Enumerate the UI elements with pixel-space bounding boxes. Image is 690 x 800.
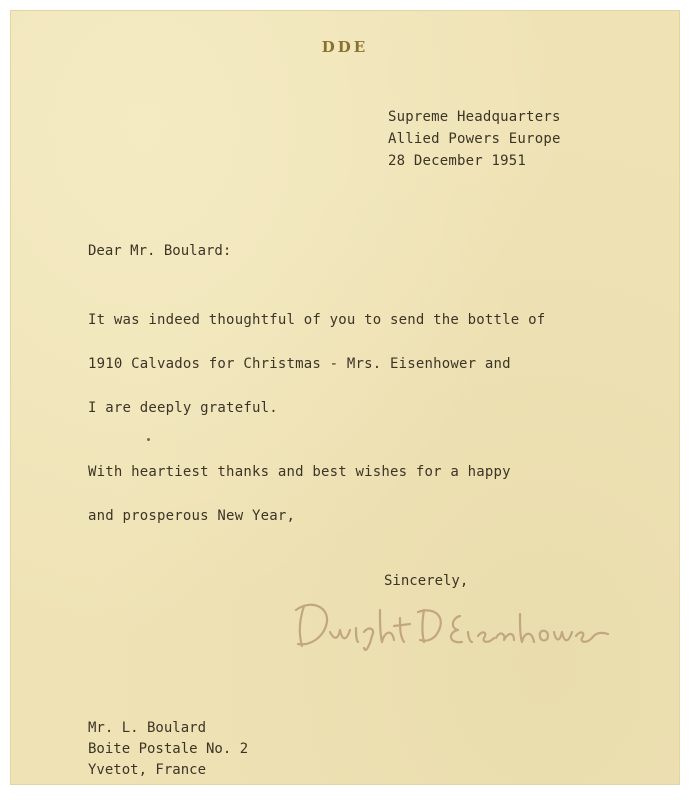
letterhead-monogram: DDE <box>321 38 369 56</box>
handwritten-signature <box>282 588 612 658</box>
closing: Sincerely, <box>384 573 469 589</box>
recipient-name: Mr. L. Boulard <box>88 720 207 736</box>
recipient-address <box>88 718 248 781</box>
heading-line: Supreme Headquarters <box>388 109 561 125</box>
letter-date: 28 December 1951 <box>388 153 527 169</box>
salutation: Dear Mr. Boulard: <box>88 243 232 259</box>
sender-heading <box>388 106 561 172</box>
body-paragraph-1 <box>88 298 545 430</box>
recipient-address-line: Boite Postale No. 2 <box>88 741 249 757</box>
paper-speck <box>147 438 150 441</box>
body-line: and prosperous New Year, <box>88 508 296 524</box>
recipient-city: Yvetot, France <box>88 762 207 778</box>
body-line: With heartiest thanks and best wishes for a happy <box>88 464 511 480</box>
body-line: 1910 Calvados for Christmas - Mrs. Eisenhower and <box>88 356 511 372</box>
letter-page <box>10 10 680 785</box>
body-paragraph-2 <box>88 450 511 538</box>
heading-line: Allied Powers Europe <box>388 131 561 147</box>
body-line: I are deeply grateful. <box>88 400 278 416</box>
body-line: It was indeed thoughtful of you to send the bottle of <box>88 312 546 328</box>
